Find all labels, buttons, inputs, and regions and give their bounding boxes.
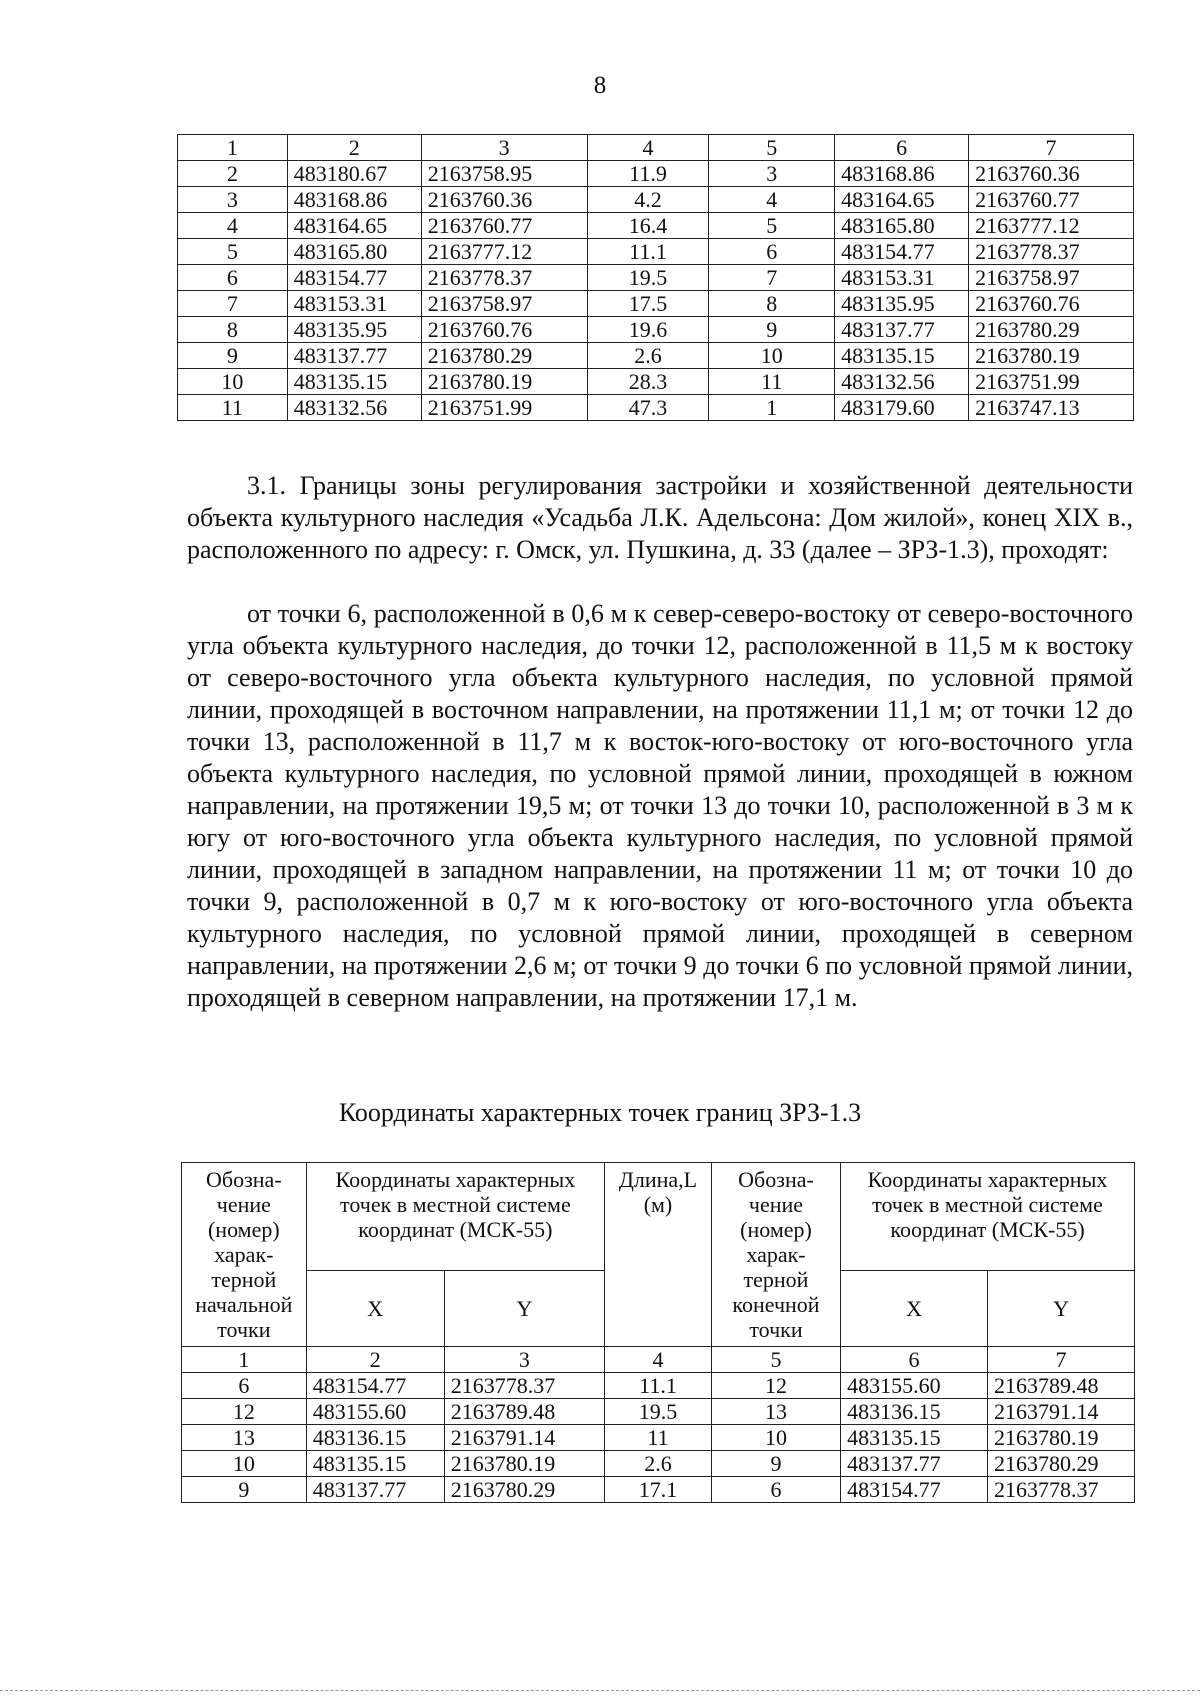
table-cell: 483135.95 — [287, 317, 421, 343]
table-cell: 11 — [709, 369, 835, 395]
table-cell: 13 — [711, 1399, 840, 1425]
table-cell: 2.6 — [587, 343, 709, 369]
table-cell: 2163780.29 — [421, 343, 587, 369]
table-cell: 2 — [178, 161, 288, 187]
table-cell: 7 — [709, 265, 835, 291]
column-number-cell: 6 — [841, 1347, 988, 1373]
table-cell: 11 — [178, 395, 288, 421]
column-number-cell: 4 — [605, 1347, 712, 1373]
table-cell: 2163760.36 — [421, 187, 587, 213]
table-cell: 7 — [178, 291, 288, 317]
table-cell: 2163760.76 — [421, 317, 587, 343]
column-number-cell: 4 — [587, 135, 709, 161]
table-cell: 12 — [711, 1373, 840, 1399]
table-cell: 19.5 — [605, 1399, 712, 1425]
table-cell: 2163780.29 — [969, 317, 1134, 343]
table-cell: 9 — [709, 317, 835, 343]
table-cell: 4.2 — [587, 187, 709, 213]
table-row — [178, 213, 1134, 239]
column-number-cell: 1 — [182, 1347, 307, 1373]
table-cell: 19.5 — [587, 265, 709, 291]
table-cell: 8 — [709, 291, 835, 317]
table-cell: 483153.31 — [287, 291, 421, 317]
table-cell: 11.1 — [587, 239, 709, 265]
table-cell: 10 — [711, 1425, 840, 1451]
table-cell: 2163758.97 — [969, 265, 1134, 291]
table-cell: 2163760.77 — [421, 213, 587, 239]
table-cell: 47.3 — [587, 395, 709, 421]
table-cell: 483135.15 — [306, 1451, 444, 1477]
table-row — [182, 1477, 1135, 1503]
table-cell: 2163751.99 — [421, 395, 587, 421]
table-cell: 28.3 — [587, 369, 709, 395]
table-cell: 2163778.37 — [421, 265, 587, 291]
table-cell: 17.1 — [605, 1477, 712, 1503]
table-cell: 483154.77 — [287, 265, 421, 291]
table-cell: 2163777.12 — [969, 213, 1134, 239]
table-cell: 17.5 — [587, 291, 709, 317]
table-cell: 2163760.76 — [969, 291, 1134, 317]
table-cell: 483135.95 — [835, 291, 969, 317]
table-cell: 483135.15 — [287, 369, 421, 395]
table-row — [182, 1425, 1135, 1451]
table-cell: 6 — [182, 1373, 307, 1399]
table-cell: 483165.80 — [835, 213, 969, 239]
header-y: Y — [444, 1270, 604, 1346]
table-cell: 2.6 — [605, 1451, 712, 1477]
table-cell: 2163791.14 — [444, 1425, 604, 1451]
table-cell: 11.1 — [605, 1373, 712, 1399]
table-row — [178, 369, 1134, 395]
table-cell: 5 — [178, 239, 288, 265]
table-cell: 12 — [182, 1399, 307, 1425]
table-cell: 483179.60 — [835, 395, 969, 421]
table-row — [182, 1451, 1135, 1477]
table-cell: 483135.15 — [835, 343, 969, 369]
table-cell: 483168.86 — [287, 187, 421, 213]
column-number-cell: 7 — [988, 1347, 1135, 1373]
table-cell: 2163778.37 — [988, 1477, 1135, 1503]
table-cell: 9 — [182, 1477, 307, 1503]
table-cell: 483137.77 — [306, 1477, 444, 1503]
paragraph-zone-boundary: от точки 6, расположенной в 0,6 м к север-северо-востоку от северо-восточного угла объекта культурного наследия, до точки 12, расположенной в 11,5 м к востоку от северо-восточного угла объекта культурного наследия, по условной прямой линии, проходящей в восточном направлении, на протяжении 11,1 м; от точки 12 до точки 13, расположенной в 11,7 м к восток-юго-востоку от юго-восточного угла объекта культурного наследия, по условной прямой линии, проходящей в южном направлении, на протяжении 19,5 м; от точки 13 до точки 10, расположенной в 3 м к югу от юго-восточного угла объекта культурного наследия, по условной прямой линии, проходящей в западном направлении, на протяжении 11 м; от точки 10 до точки 9, расположенной в 0,7 м к юго-востоку от юго-восточного угла объекта культурного наследия, по условной прямой линии, проходящей в северном направлении, на протяжении 2,6 м; от точки 9 до точки 6 по условной прямой линии, проходящей в северном направлении, на протяжении 17,1 м. — [187, 599, 1133, 1012]
table-cell: 2163780.29 — [444, 1477, 604, 1503]
table-header-row — [182, 1163, 1135, 1271]
table-row — [182, 1399, 1135, 1425]
column-number-cell: 3 — [444, 1347, 604, 1373]
table-cell: 16.4 — [587, 213, 709, 239]
table-row — [178, 317, 1134, 343]
table-cell: 483165.80 — [287, 239, 421, 265]
table-cell: 483137.77 — [841, 1451, 988, 1477]
table-row — [178, 161, 1134, 187]
table-cell: 2163780.19 — [969, 343, 1134, 369]
column-number-row — [178, 135, 1134, 161]
header-length: Длина,L (м) — [605, 1163, 712, 1347]
table-row — [178, 343, 1134, 369]
table-cell: 2163778.37 — [969, 239, 1134, 265]
column-number-cell: 5 — [709, 135, 835, 161]
coordinates-table-zrz — [181, 1162, 1135, 1503]
table-cell: 2163780.29 — [988, 1451, 1135, 1477]
table-cell: 1 — [709, 395, 835, 421]
table-cell: 6 — [178, 265, 288, 291]
table-cell: 483132.56 — [835, 369, 969, 395]
column-number-cell: 7 — [969, 135, 1134, 161]
table-row — [178, 395, 1134, 421]
header-start-point: Обозна-чение (номер) харак-терной начальной точки — [182, 1163, 307, 1347]
table-cell: 2163780.19 — [988, 1425, 1135, 1451]
column-number-cell: 2 — [287, 135, 421, 161]
column-number-cell: 5 — [711, 1347, 840, 1373]
table-cell: 483164.65 — [287, 213, 421, 239]
header-y-end: Y — [988, 1270, 1135, 1346]
header-x: X — [306, 1270, 444, 1346]
table-row — [182, 1373, 1135, 1399]
table-caption: Координаты характерных точек границ ЗРЗ-1.3 — [338, 1098, 862, 1127]
table-cell: 3 — [709, 161, 835, 187]
table-cell: 483154.77 — [835, 239, 969, 265]
table-cell: 483168.86 — [835, 161, 969, 187]
table-cell: 483136.15 — [841, 1399, 988, 1425]
column-number-cell: 1 — [178, 135, 288, 161]
table-cell: 13 — [182, 1425, 307, 1451]
table-cell: 11 — [605, 1425, 712, 1451]
table-cell: 483164.65 — [835, 187, 969, 213]
table-row — [178, 187, 1134, 213]
table-cell: 11.9 — [587, 161, 709, 187]
table-cell: 2163789.48 — [444, 1399, 604, 1425]
table-cell: 8 — [178, 317, 288, 343]
table-cell: 2163780.19 — [444, 1451, 604, 1477]
table-cell: 483154.77 — [841, 1477, 988, 1503]
table-cell: 5 — [709, 213, 835, 239]
table-cell: 3 — [178, 187, 288, 213]
table-cell: 4 — [178, 213, 288, 239]
table-cell: 2163791.14 — [988, 1399, 1135, 1425]
table-cell: 483137.77 — [287, 343, 421, 369]
table-cell: 483137.77 — [835, 317, 969, 343]
table-cell: 2163751.99 — [969, 369, 1134, 395]
table-cell: 10 — [182, 1451, 307, 1477]
table-cell: 2163758.95 — [421, 161, 587, 187]
table-cell: 2163758.97 — [421, 291, 587, 317]
header-x-end: X — [841, 1270, 988, 1346]
table-cell: 9 — [178, 343, 288, 369]
table-cell: 6 — [711, 1477, 840, 1503]
table-cell: 2163760.77 — [969, 187, 1134, 213]
table-cell: 483180.67 — [287, 161, 421, 187]
table-cell: 483132.56 — [287, 395, 421, 421]
table-cell: 483154.77 — [306, 1373, 444, 1399]
coordinates-table-continued — [177, 134, 1134, 421]
table-cell: 2163780.19 — [421, 369, 587, 395]
table-cell: 483155.60 — [841, 1373, 988, 1399]
table-row — [178, 265, 1134, 291]
table-cell: 9 — [711, 1451, 840, 1477]
table-cell: 6 — [709, 239, 835, 265]
table-cell: 4 — [709, 187, 835, 213]
scan-edge-line — [0, 1690, 1200, 1691]
table-row — [178, 291, 1134, 317]
table-cell: 2163789.48 — [988, 1373, 1135, 1399]
column-number-cell: 2 — [306, 1347, 444, 1373]
table-cell: 2163777.12 — [421, 239, 587, 265]
page-number: 8 — [593, 72, 607, 99]
column-number-cell: 6 — [835, 135, 969, 161]
column-number-row — [182, 1347, 1135, 1373]
header-coordinates-end: Координаты характерных точек в местной системе координат (МСК-55) — [841, 1163, 1135, 1271]
table-cell: 2163747.13 — [969, 395, 1134, 421]
table-cell: 10 — [709, 343, 835, 369]
table-cell: 10 — [178, 369, 288, 395]
column-number-cell: 3 — [421, 135, 587, 161]
table-cell: 2163778.37 — [444, 1373, 604, 1399]
table-row — [178, 239, 1134, 265]
paragraph-zone-intro: 3.1. Границы зоны регулирования застройки и хозяйственной деятельности объекта культурного наследия «Усадьба Л.К. Адельсона: Дом жилой», конец XIX в., расположенного по адресу: г. Омск, ул. Пушкина, д. 33 (далее – ЗРЗ-1.3), проходят: — [187, 471, 1133, 564]
table-cell: 2163760.36 — [969, 161, 1134, 187]
table-cell: 483136.15 — [306, 1425, 444, 1451]
table-cell: 483153.31 — [835, 265, 969, 291]
header-coordinates: Координаты характерных точек в местной системе координат (МСК-55) — [306, 1163, 604, 1271]
table-cell: 483155.60 — [306, 1399, 444, 1425]
table-cell: 19.6 — [587, 317, 709, 343]
header-end-point: Обозна-чение (номер) харак-терной конечной точки — [711, 1163, 840, 1347]
table-cell: 483135.15 — [841, 1425, 988, 1451]
